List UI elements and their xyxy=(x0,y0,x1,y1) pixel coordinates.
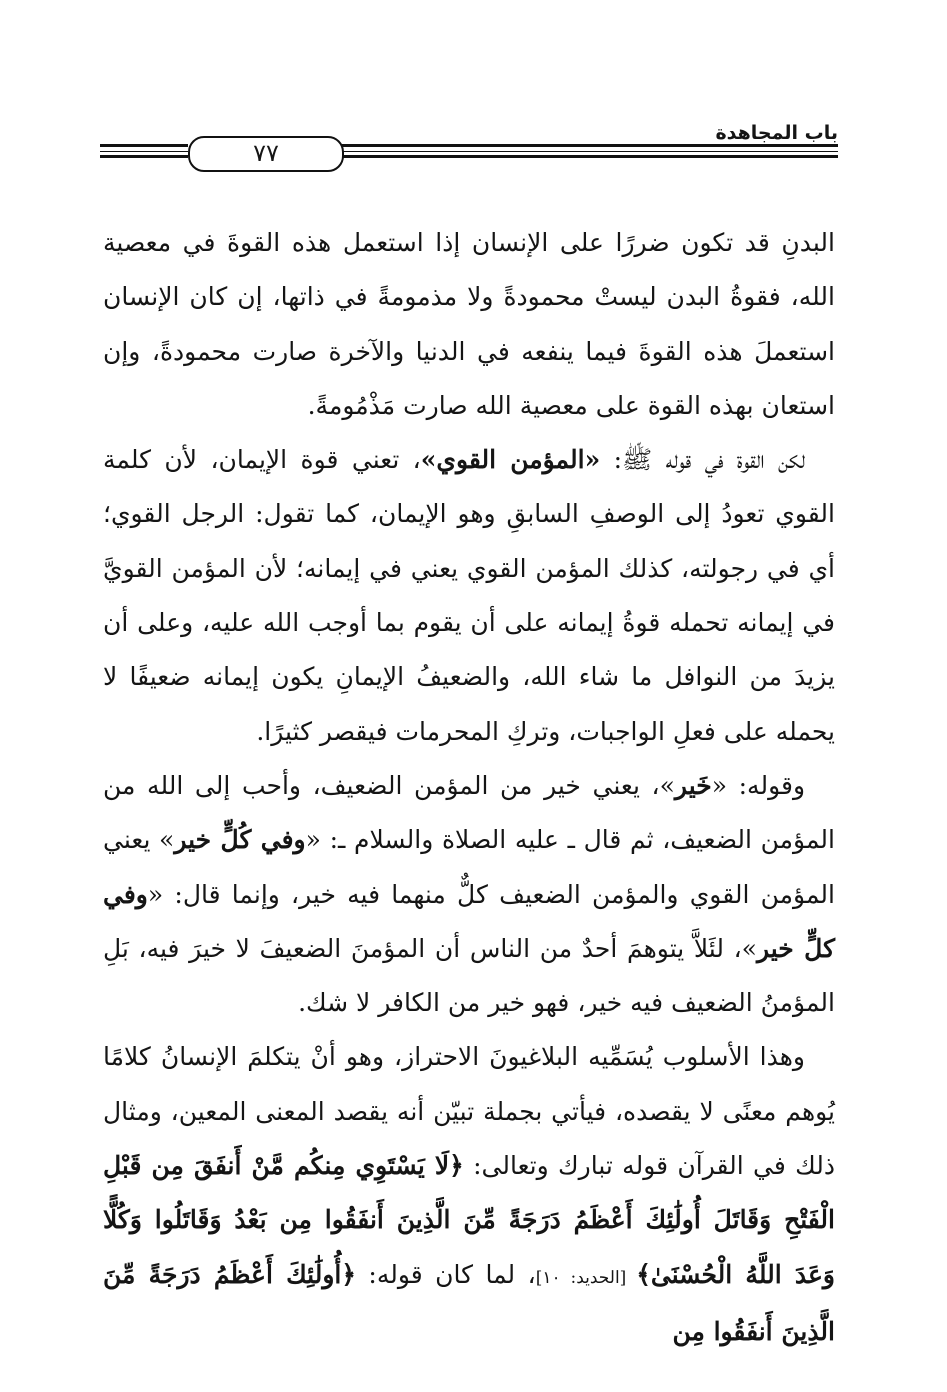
hadith-quote-in-each-good-1: وفي كُلٍّ خير xyxy=(174,825,306,855)
paragraph-2-intro: لكن القوة في قوله ﷺ: xyxy=(600,445,805,475)
hadith-word-khayr: خَير xyxy=(674,770,712,800)
paragraph-3-part-a: وقوله: « xyxy=(711,770,806,800)
chapter-title: باب المجاهدة xyxy=(715,122,838,144)
hadith-quote-strong-believer: «المؤمن القوي» xyxy=(420,445,601,475)
header-rule-left-bottom xyxy=(100,151,188,152)
page-number-badge xyxy=(188,136,344,172)
paragraph-3-part-e: » يعني المؤمن القوي والمؤمن الضعيف كلٌّ منهما فيه خير، وإنما قال: « xyxy=(103,825,835,909)
paragraph-2-body: ، تعني قوة الإيمان، لأن كلمة القوي تعودُ إلى الوصفِ السابقِ وهو الإيمان، كما تقول: الرجل القوي؛ أي في رجولته، كذلك المؤمن القوي يعني في إيمانه؛ لأن المؤمن القويَّ في إيمانه تحمله قوةُ إيمانه على أن يقوم بما أوجب الله عليه، وعلى أن يزيدَ من النوافل ما شاء الله، والضعيفُ الإيمانِ يكون إيمانه ضعيفًا لا يحمله على فعلِ الواجبات، وتركِ المحرمات فيقصر كثيرًا. xyxy=(103,445,835,746)
paragraph-4-continuation: ، لما كان قوله: xyxy=(355,1259,536,1289)
paragraph-1: البدنِ قد تكون ضررًا على الإنسان إذا استعمل هذه القوةَ في معصية الله، فقوةُ البدن ليستْ محمودةً ولا مذمومةً في ذاتها، إن كان الإنسان استعملَ هذه القوةَ فيما ينفعه في الدنيا والآخرة صارت محمودةً، وإن استعان بهذه القوة على معصية الله صارت مَذْمُومةً. xyxy=(103,228,835,420)
paragraph-4 xyxy=(103,1030,835,1359)
header-rule-right-base xyxy=(340,155,838,158)
paragraph-2 xyxy=(103,433,835,759)
page-header xyxy=(100,122,838,178)
header-rule-left-top xyxy=(100,144,188,147)
paragraph-3 xyxy=(103,759,835,1030)
quran-verse-hadid-10: ﴿لَا يَسْتَوِي مِنكُم مَّنْ أَنفَقَ مِن قَبْلِ الْفَتْحِ وَقَاتَلَ أُولَٰئِكَ أَعْظَمُ دَرَجَةً مِّنَ الَّذِينَ أَنفَقُوا مِن بَعْدُ وَقَاتَلُوا وَكُلًّا وَعَدَ اللَّهُ الْحُسْنَىٰ﴾ xyxy=(103,1151,835,1289)
page-number: ٧٧ xyxy=(253,139,279,167)
header-rule-left-base xyxy=(100,155,188,158)
paragraph-4-intro: وهذا الأسلوب يُسَمِّيه البلاغيونَ الاحتراز، وهو أنْ يتكلمَ الإنسانُ كلامًا يُوهم معنًى لا يقصده، فيأتي بجملة تبيّن أنه يقصد المعنى المعين، ومثال ذلك في القرآن قوله تبارك وتعالى: xyxy=(103,1042,835,1181)
quran-verse-fragment: ﴿أُولَٰئِكَ أَعْظَمُ دَرَجَةً مِّنَ الَّذِينَ أَنفَقُوا مِن xyxy=(103,1259,835,1346)
header-rule-right-bottom xyxy=(340,151,838,152)
paragraph-3-part-g: »، لئَلاَّ يتوهمَ أحدٌ من الناس أن المؤمنَ الضعيفَ لا خيرَ فيه، بَلِ المؤمنُ الضعيف فيه خير، فهو خير من الكافر لا شك. xyxy=(103,933,835,1018)
hadith-quote-in-each-good-2: وفي كلٍّ خير xyxy=(103,879,835,963)
body-text xyxy=(103,216,835,1359)
verse-reference: [الحديد: ١٠] xyxy=(535,1267,637,1288)
header-rule-right-top xyxy=(340,144,838,147)
paragraph-3-part-c: »، يعني خير من المؤمن الضعيف، وأحب إلى الله من المؤمن الضعيف، ثم قال ـ عليه الصلاة والسلام ـ: « xyxy=(103,770,835,855)
